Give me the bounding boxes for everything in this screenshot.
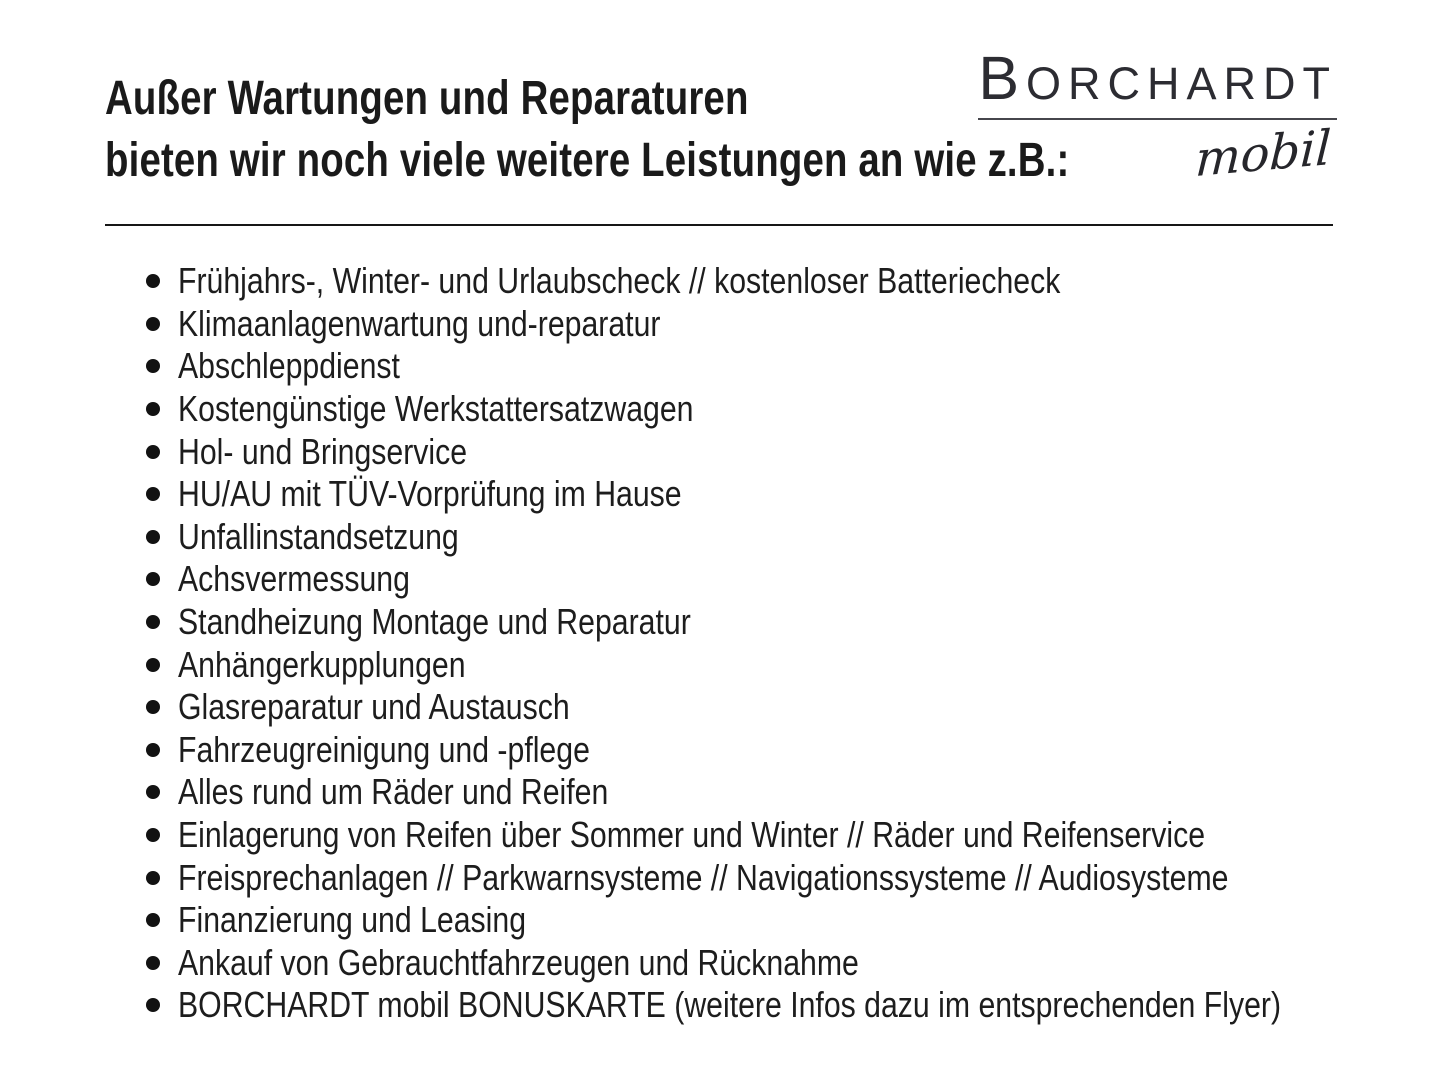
- list-item: [146, 260, 1440, 303]
- bullet-icon: [146, 743, 160, 757]
- bullet-icon: [146, 658, 160, 672]
- list-item-label: Unfallinstandsetzung: [178, 515, 459, 557]
- list-item: [146, 729, 1440, 772]
- list-item-label: Fahrzeugreinigung und -pflege: [178, 728, 590, 770]
- list-item-label: Glasreparatur und Austausch: [178, 686, 570, 728]
- bullet-icon: [146, 402, 160, 416]
- bullet-icon: [146, 956, 160, 970]
- list-item-label: Hol- und Bringservice: [178, 430, 468, 472]
- list-item: [146, 686, 1440, 729]
- list-item: [146, 814, 1440, 857]
- bullet-icon: [146, 998, 160, 1012]
- bullet-icon: [146, 700, 160, 714]
- list-item-label: Abschleppdienst: [178, 345, 400, 387]
- logo-tagline-script: mobil: [1194, 119, 1333, 189]
- list-item: [146, 984, 1440, 1027]
- list-item-label: Klimaanlagenwartung und-reparatur: [178, 302, 661, 344]
- list-item: [146, 856, 1440, 899]
- header-divider: [105, 224, 1333, 226]
- list-item: [146, 516, 1440, 559]
- logo-wordmark: BORCHARDT: [978, 48, 1337, 120]
- list-item: [146, 303, 1440, 346]
- list-item-label: Kostengünstige Werkstattersatzwagen: [178, 388, 694, 430]
- list-item: [146, 899, 1440, 942]
- list-item: [146, 473, 1440, 516]
- bullet-icon: [146, 274, 160, 288]
- list-item: [146, 643, 1440, 686]
- bullet-icon: [146, 615, 160, 629]
- list-item-label: Frühjahrs-, Winter- und Urlaubscheck // kostenloser Batteriecheck: [178, 260, 1061, 302]
- bullet-icon: [146, 445, 160, 459]
- bullet-icon: [146, 359, 160, 373]
- list-item-label: Standheizung Montage und Reparatur: [178, 601, 691, 643]
- list-item-label: Alles rund um Räder und Reifen: [178, 771, 609, 813]
- brand-logo: [978, 44, 1337, 189]
- list-item-label: Anhängerkupplungen: [178, 643, 466, 685]
- list-item-label: HU/AU mit TÜV-Vorprüfung im Hause: [178, 473, 682, 515]
- list-item: [146, 771, 1440, 814]
- page-title-line1: Außer Wartungen und Reparaturen: [105, 72, 749, 125]
- list-item: [146, 430, 1440, 473]
- services-list: [146, 260, 1440, 1027]
- list-item: [146, 942, 1440, 985]
- bullet-icon: [146, 572, 160, 586]
- list-item-label: Ankauf von Gebrauchtfahrzeugen und Rücknahme: [178, 941, 859, 983]
- list-item-label: Einlagerung von Reifen über Sommer und Winter // Räder und Reifenservice: [178, 814, 1206, 856]
- bullet-icon: [146, 828, 160, 842]
- page-title-line2: bieten wir noch viele weitere Leistungen an wie z.B.:: [105, 134, 1070, 187]
- bullet-icon: [146, 317, 160, 331]
- list-item-label: Finanzierung und Leasing: [178, 899, 527, 941]
- list-item-label: Achsvermessung: [178, 558, 410, 600]
- list-item-label: BORCHARDT mobil BONUSKARTE (weitere Infos dazu im entsprechenden Flyer): [178, 984, 1282, 1026]
- list-item: [146, 601, 1440, 644]
- list-item: [146, 345, 1440, 388]
- bullet-icon: [146, 785, 160, 799]
- list-item-label: Freisprechanlagen // Parkwarnsysteme // Navigationssysteme // Audiosysteme: [178, 856, 1229, 898]
- list-item: [146, 388, 1440, 431]
- list-item: [146, 558, 1440, 601]
- bullet-icon: [146, 871, 160, 885]
- bullet-icon: [146, 530, 160, 544]
- bullet-icon: [146, 487, 160, 501]
- bullet-icon: [146, 913, 160, 927]
